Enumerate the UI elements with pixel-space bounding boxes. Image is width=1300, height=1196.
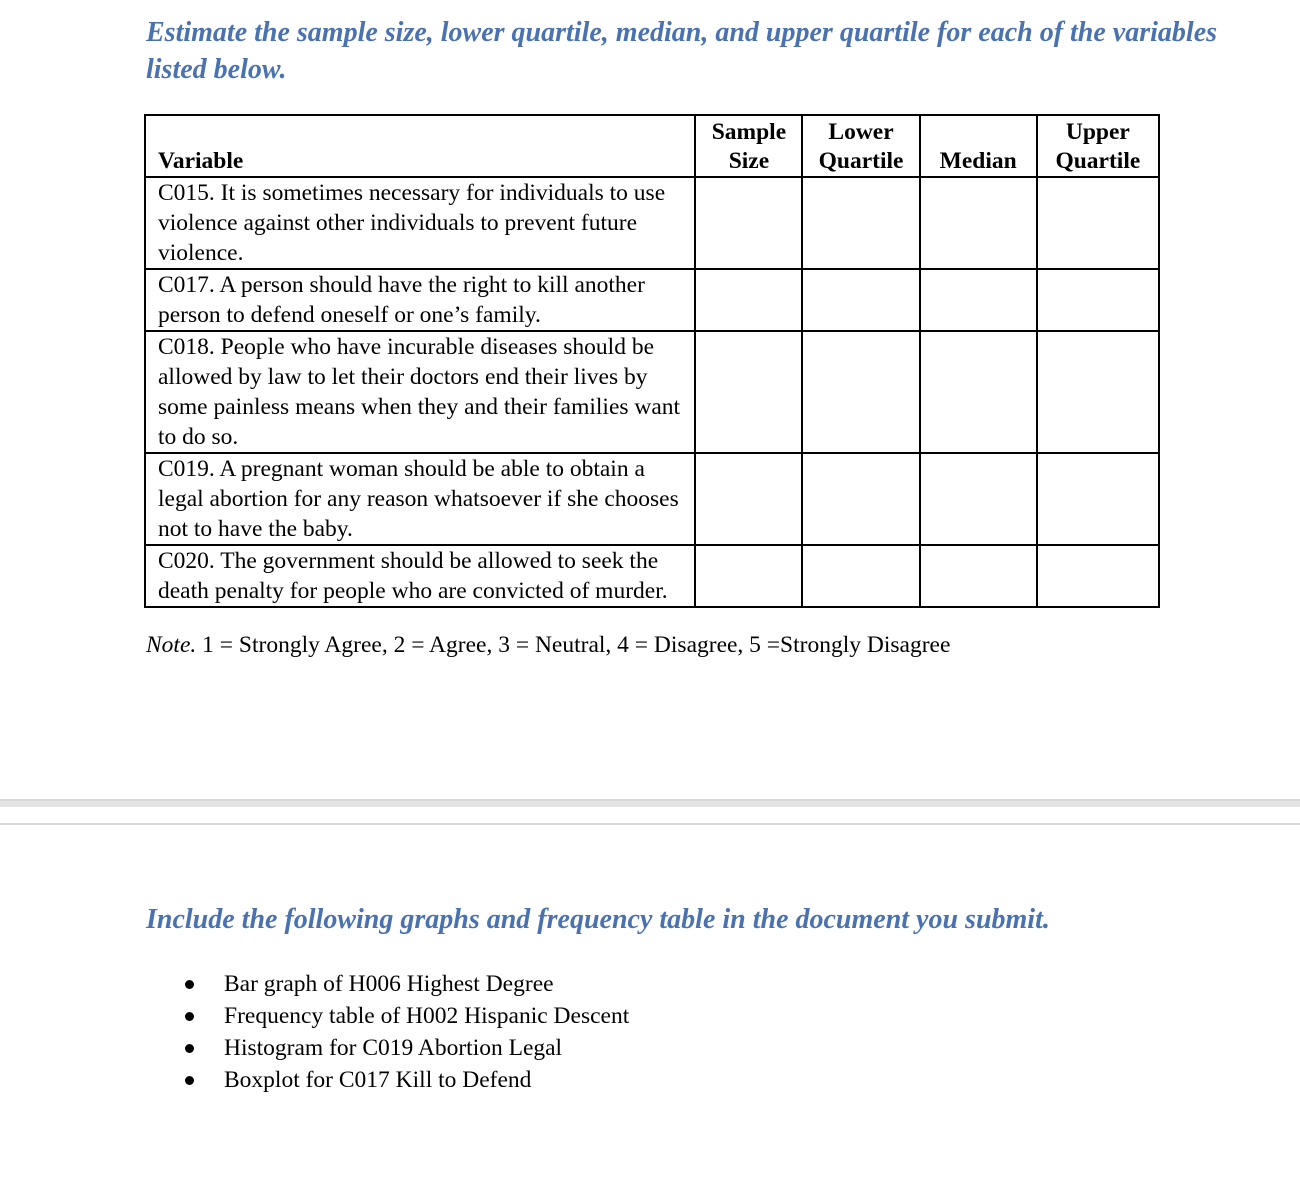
upper-quartile-cell[interactable] xyxy=(1037,269,1159,331)
list-item-label: Frequency table of H002 Hispanic Descent xyxy=(224,1003,630,1029)
note-text: 1 = Strongly Agree, 2 = Agree, 3 = Neutral, 4 = Disagree, 5 =Strongly Disagree xyxy=(196,632,951,658)
median-cell[interactable] xyxy=(920,545,1037,607)
list-item xyxy=(0,1032,629,1064)
variable-c019: C019. A pregnant woman should be able to obtain a legal abortion for any reason whatsoever if she chooses not to have the baby. xyxy=(145,453,695,545)
bullet-icon xyxy=(185,1044,194,1053)
page-divider-fill xyxy=(0,801,1300,807)
list-item-label: Bar graph of H006 Highest Degree xyxy=(224,971,554,997)
list-item xyxy=(0,1000,629,1032)
list-item-label: Histogram for C019 Abortion Legal xyxy=(224,1035,563,1061)
median-cell[interactable] xyxy=(920,177,1037,269)
table-row xyxy=(145,269,1159,331)
quartile-table xyxy=(144,114,1160,608)
header-lower-quartile: Lower Quartile xyxy=(802,115,919,177)
table-note xyxy=(146,630,950,660)
requirements-list xyxy=(0,968,629,1096)
header-sample-size: Sample Size xyxy=(695,115,802,177)
lower-quartile-cell[interactable] xyxy=(802,177,919,269)
table-row xyxy=(145,545,1159,607)
table-row xyxy=(145,177,1159,269)
median-cell[interactable] xyxy=(920,331,1037,453)
table-row xyxy=(145,331,1159,453)
lower-quartile-cell[interactable] xyxy=(802,269,919,331)
header-upper-quartile: Upper Quartile xyxy=(1037,115,1159,177)
include-heading: Include the following graphs and frequency table in the document you submit. xyxy=(146,904,1050,935)
upper-quartile-cell[interactable] xyxy=(1037,331,1159,453)
note-label: Note. xyxy=(146,632,197,658)
variable-c018: C018. People who have incurable diseases should be allowed by law to let their doctors end their lives by some painless means when they and their families want to do so. xyxy=(145,331,695,453)
list-item xyxy=(0,1064,629,1096)
variable-c017: C017. A person should have the right to kill another person to defend oneself or one’s family. xyxy=(145,269,695,331)
instruction-heading: Estimate the sample size, lower quartile, median, and upper quartile for each of the variables listed below. xyxy=(146,17,1218,85)
median-cell[interactable] xyxy=(920,453,1037,545)
list-item-label: Boxplot for C017 Kill to Defend xyxy=(224,1067,532,1093)
bullet-icon xyxy=(185,1012,194,1021)
table-row xyxy=(145,453,1159,545)
header-variable: Variable xyxy=(145,115,695,177)
median-cell[interactable] xyxy=(920,269,1037,331)
header-median: Median xyxy=(920,115,1037,177)
sample-size-cell[interactable] xyxy=(695,453,802,545)
sample-size-cell[interactable] xyxy=(695,177,802,269)
bullet-icon xyxy=(185,980,194,989)
variable-c015: C015. It is sometimes necessary for individuals to use violence against other individuals to prevent future violence. xyxy=(145,177,695,269)
lower-quartile-cell[interactable] xyxy=(802,453,919,545)
upper-quartile-cell[interactable] xyxy=(1037,453,1159,545)
sample-size-cell[interactable] xyxy=(695,331,802,453)
sample-size-cell[interactable] xyxy=(695,269,802,331)
lower-quartile-cell[interactable] xyxy=(802,545,919,607)
upper-quartile-cell[interactable] xyxy=(1037,545,1159,607)
variable-c020: C020. The government should be allowed to seek the death penalty for people who are convicted of murder. xyxy=(145,545,695,607)
bullet-icon xyxy=(185,1076,194,1085)
sample-size-cell[interactable] xyxy=(695,545,802,607)
list-item xyxy=(0,968,629,1000)
upper-quartile-cell[interactable] xyxy=(1037,177,1159,269)
table-header-row xyxy=(145,115,1159,177)
lower-quartile-cell[interactable] xyxy=(802,331,919,453)
